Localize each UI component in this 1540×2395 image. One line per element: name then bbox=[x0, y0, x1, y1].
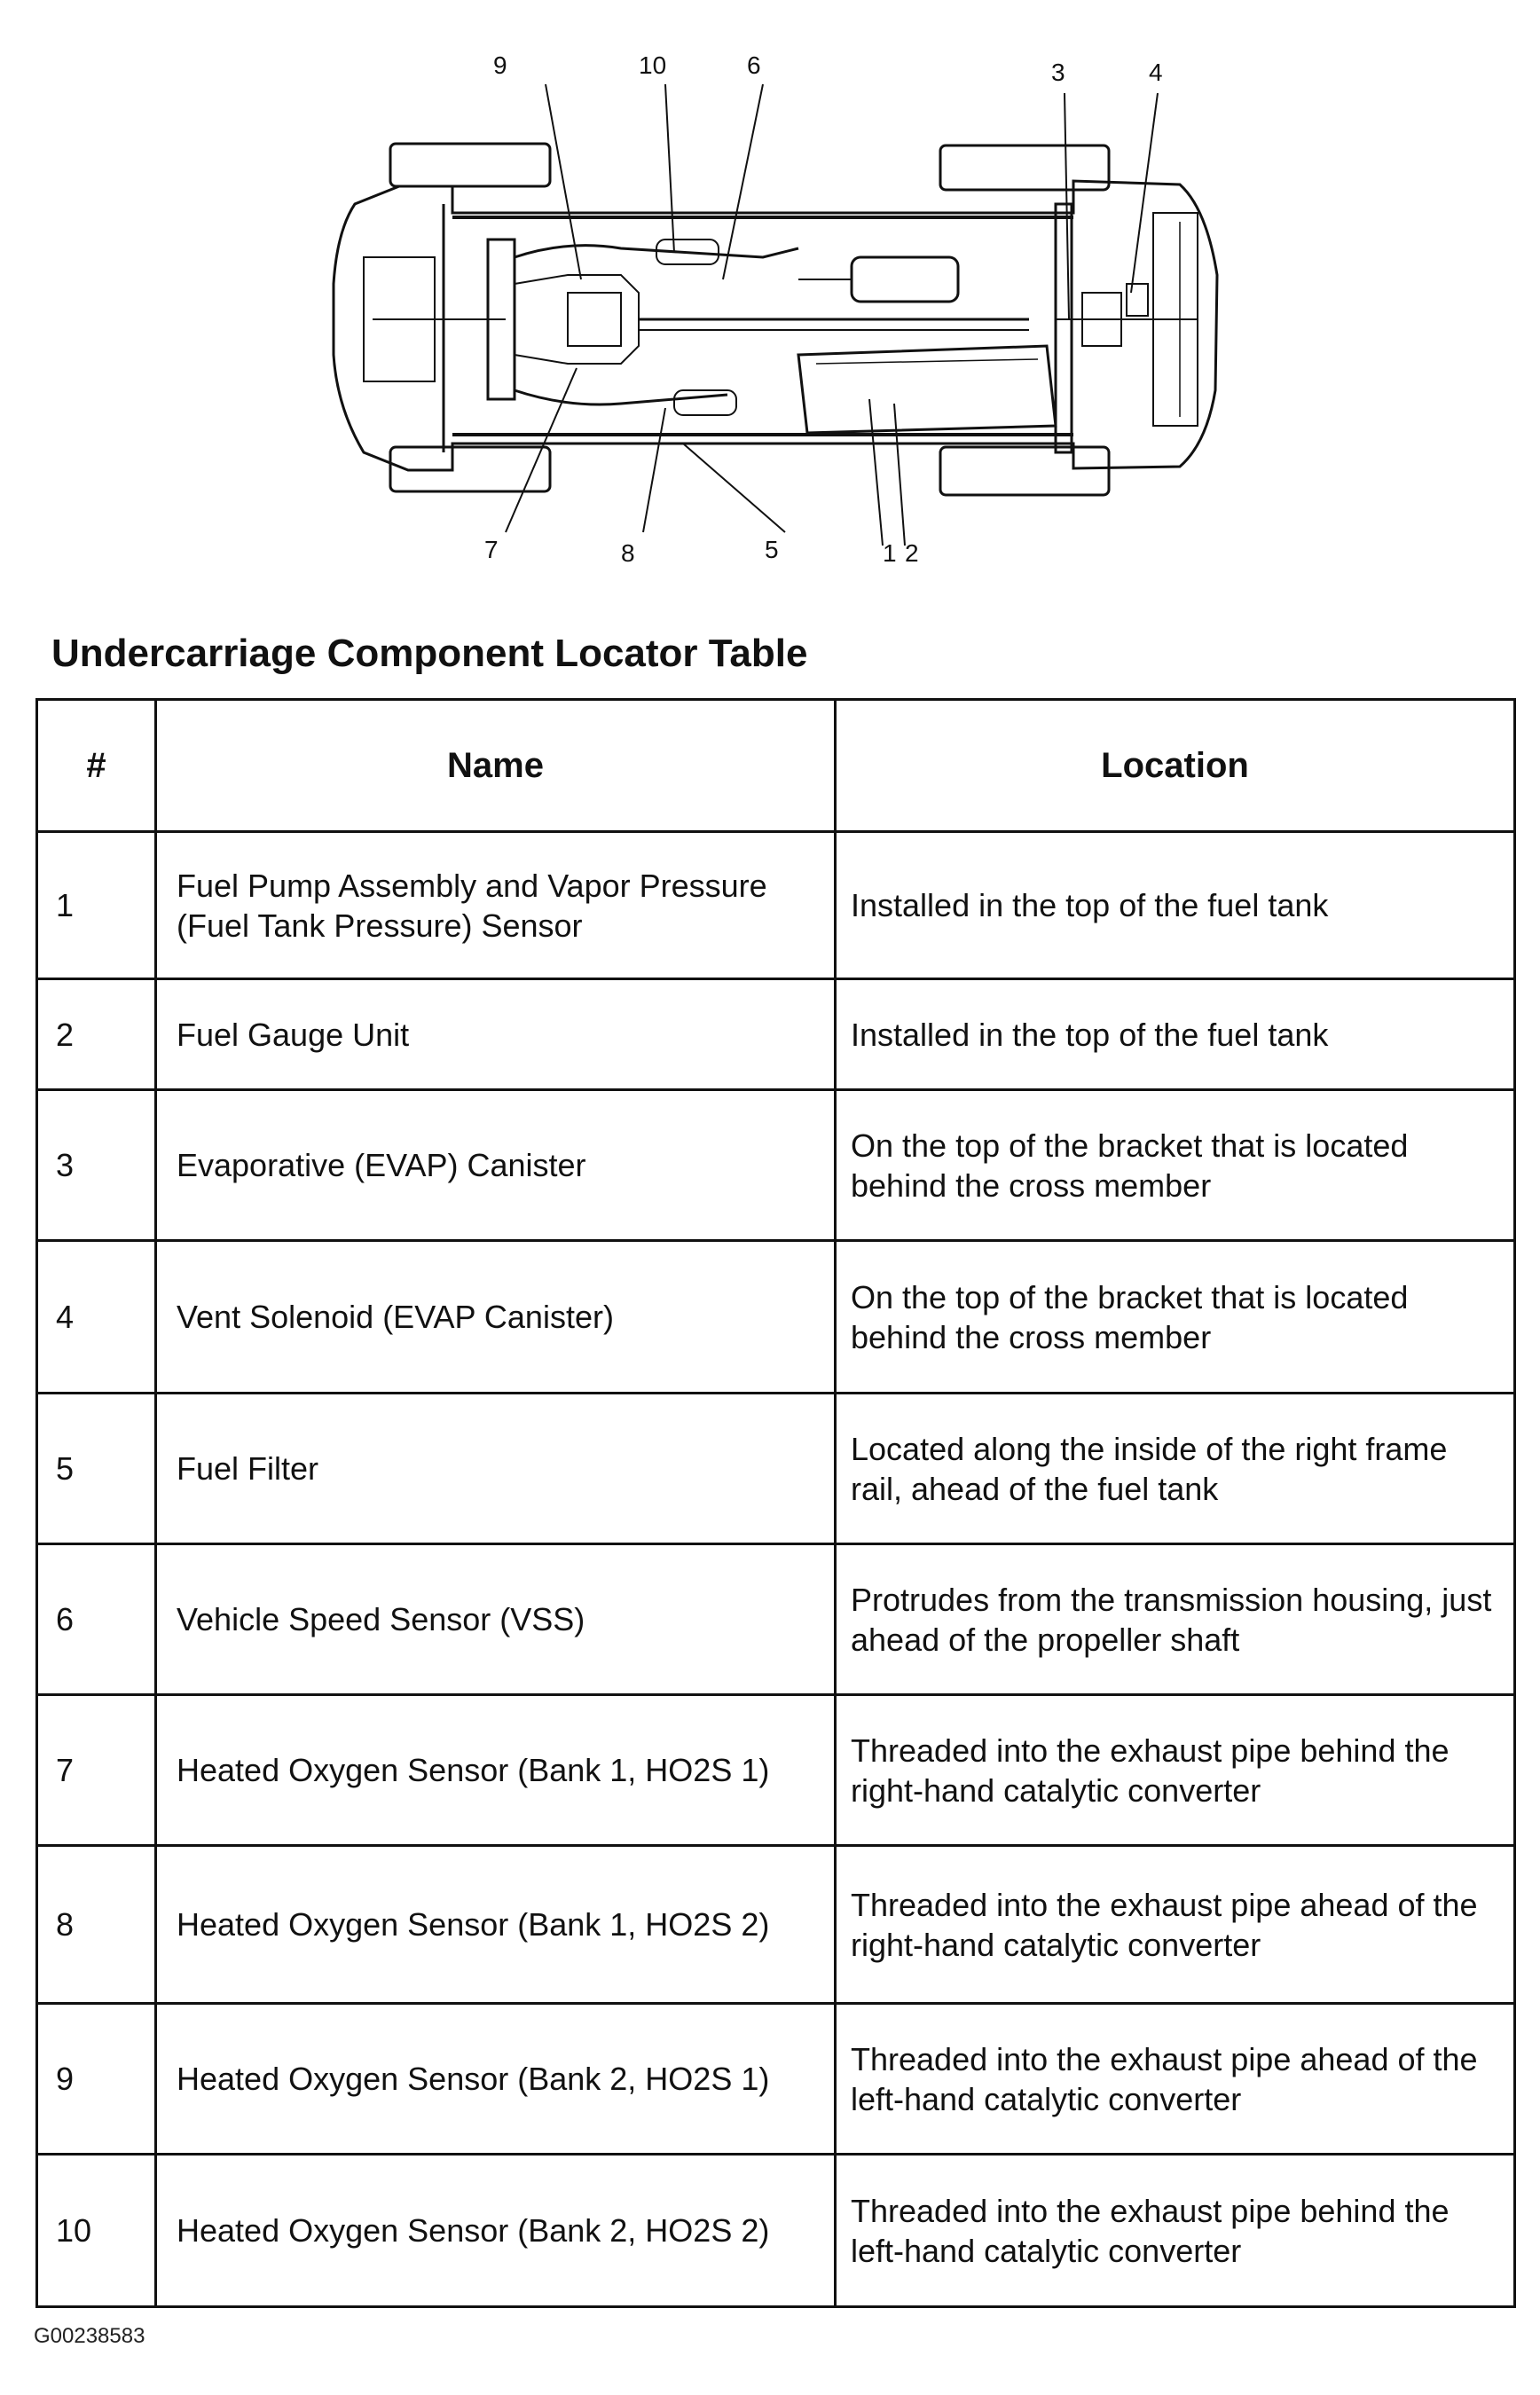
table-row bbox=[37, 1544, 1515, 1695]
row-name: Heated Oxygen Sensor (Bank 1, HO2S 2) bbox=[156, 1846, 836, 2004]
table-row bbox=[37, 1394, 1515, 1544]
row-name: Heated Oxygen Sensor (Bank 2, HO2S 1) bbox=[156, 2004, 836, 2155]
row-num: 9 bbox=[37, 2004, 156, 2155]
row-num: 3 bbox=[37, 1090, 156, 1241]
row-location: Installed in the top of the fuel tank bbox=[836, 979, 1515, 1090]
table-row bbox=[37, 832, 1515, 979]
row-name: Fuel Gauge Unit bbox=[156, 979, 836, 1090]
table-row bbox=[37, 1695, 1515, 1846]
table-row bbox=[37, 1846, 1515, 2004]
row-num: 7 bbox=[37, 1695, 156, 1846]
header-name: Name bbox=[156, 700, 836, 832]
table-row bbox=[37, 1090, 1515, 1241]
callout-9: 9 bbox=[493, 51, 507, 79]
table-row bbox=[37, 1241, 1515, 1394]
component-locator-table bbox=[35, 698, 1516, 2308]
row-location: Threaded into the exhaust pipe ahead of the right-hand catalytic converter bbox=[836, 1846, 1515, 2004]
undercarriage-diagram bbox=[302, 53, 1260, 585]
table-title: Undercarriage Component Locator Table bbox=[51, 632, 808, 675]
callout-8: 8 bbox=[621, 539, 635, 567]
figure-code: G00238583 bbox=[34, 2324, 145, 2348]
callout-10: 10 bbox=[639, 51, 667, 79]
row-location: Threaded into the exhaust pipe ahead of the left-hand catalytic converter bbox=[836, 2004, 1515, 2155]
callout-2: 2 bbox=[905, 539, 919, 567]
row-name: Heated Oxygen Sensor (Bank 2, HO2S 2) bbox=[156, 2155, 836, 2307]
row-name: Fuel Filter bbox=[156, 1394, 836, 1544]
row-location: Installed in the top of the fuel tank bbox=[836, 832, 1515, 979]
header-location: Location bbox=[836, 700, 1515, 832]
row-name: Heated Oxygen Sensor (Bank 1, HO2S 1) bbox=[156, 1695, 836, 1846]
vehicle-underside-illustration bbox=[302, 53, 1260, 585]
table-row bbox=[37, 2155, 1515, 2307]
row-num: 1 bbox=[37, 832, 156, 979]
row-location: Protrudes from the transmission housing, just ahead of the propeller shaft bbox=[836, 1544, 1515, 1695]
row-location: Threaded into the exhaust pipe behind the right-hand catalytic converter bbox=[836, 1695, 1515, 1846]
callout-5: 5 bbox=[765, 536, 779, 563]
callout-7: 7 bbox=[484, 536, 499, 563]
callout-1: 1 bbox=[883, 539, 897, 567]
table-row bbox=[37, 979, 1515, 1090]
row-location: On the top of the bracket that is located behind the cross member bbox=[836, 1241, 1515, 1394]
row-num: 10 bbox=[37, 2155, 156, 2307]
row-num: 2 bbox=[37, 979, 156, 1090]
callout-4: 4 bbox=[1149, 59, 1163, 86]
header-num: # bbox=[37, 700, 156, 832]
row-num: 6 bbox=[37, 1544, 156, 1695]
row-location: Located along the inside of the right frame rail, ahead of the fuel tank bbox=[836, 1394, 1515, 1544]
row-num: 4 bbox=[37, 1241, 156, 1394]
table-row bbox=[37, 2004, 1515, 2155]
table-header-row bbox=[37, 700, 1515, 832]
row-name: Vent Solenoid (EVAP Canister) bbox=[156, 1241, 836, 1394]
row-location: On the top of the bracket that is located behind the cross member bbox=[836, 1090, 1515, 1241]
callout-3: 3 bbox=[1051, 59, 1065, 86]
row-name: Fuel Pump Assembly and Vapor Pressure (Fuel Tank Pressure) Sensor bbox=[156, 832, 836, 979]
row-name: Evaporative (EVAP) Canister bbox=[156, 1090, 836, 1241]
row-location: Threaded into the exhaust pipe behind the left-hand catalytic converter bbox=[836, 2155, 1515, 2307]
row-name: Vehicle Speed Sensor (VSS) bbox=[156, 1544, 836, 1695]
row-num: 5 bbox=[37, 1394, 156, 1544]
callout-6: 6 bbox=[747, 51, 761, 79]
row-num: 8 bbox=[37, 1846, 156, 2004]
